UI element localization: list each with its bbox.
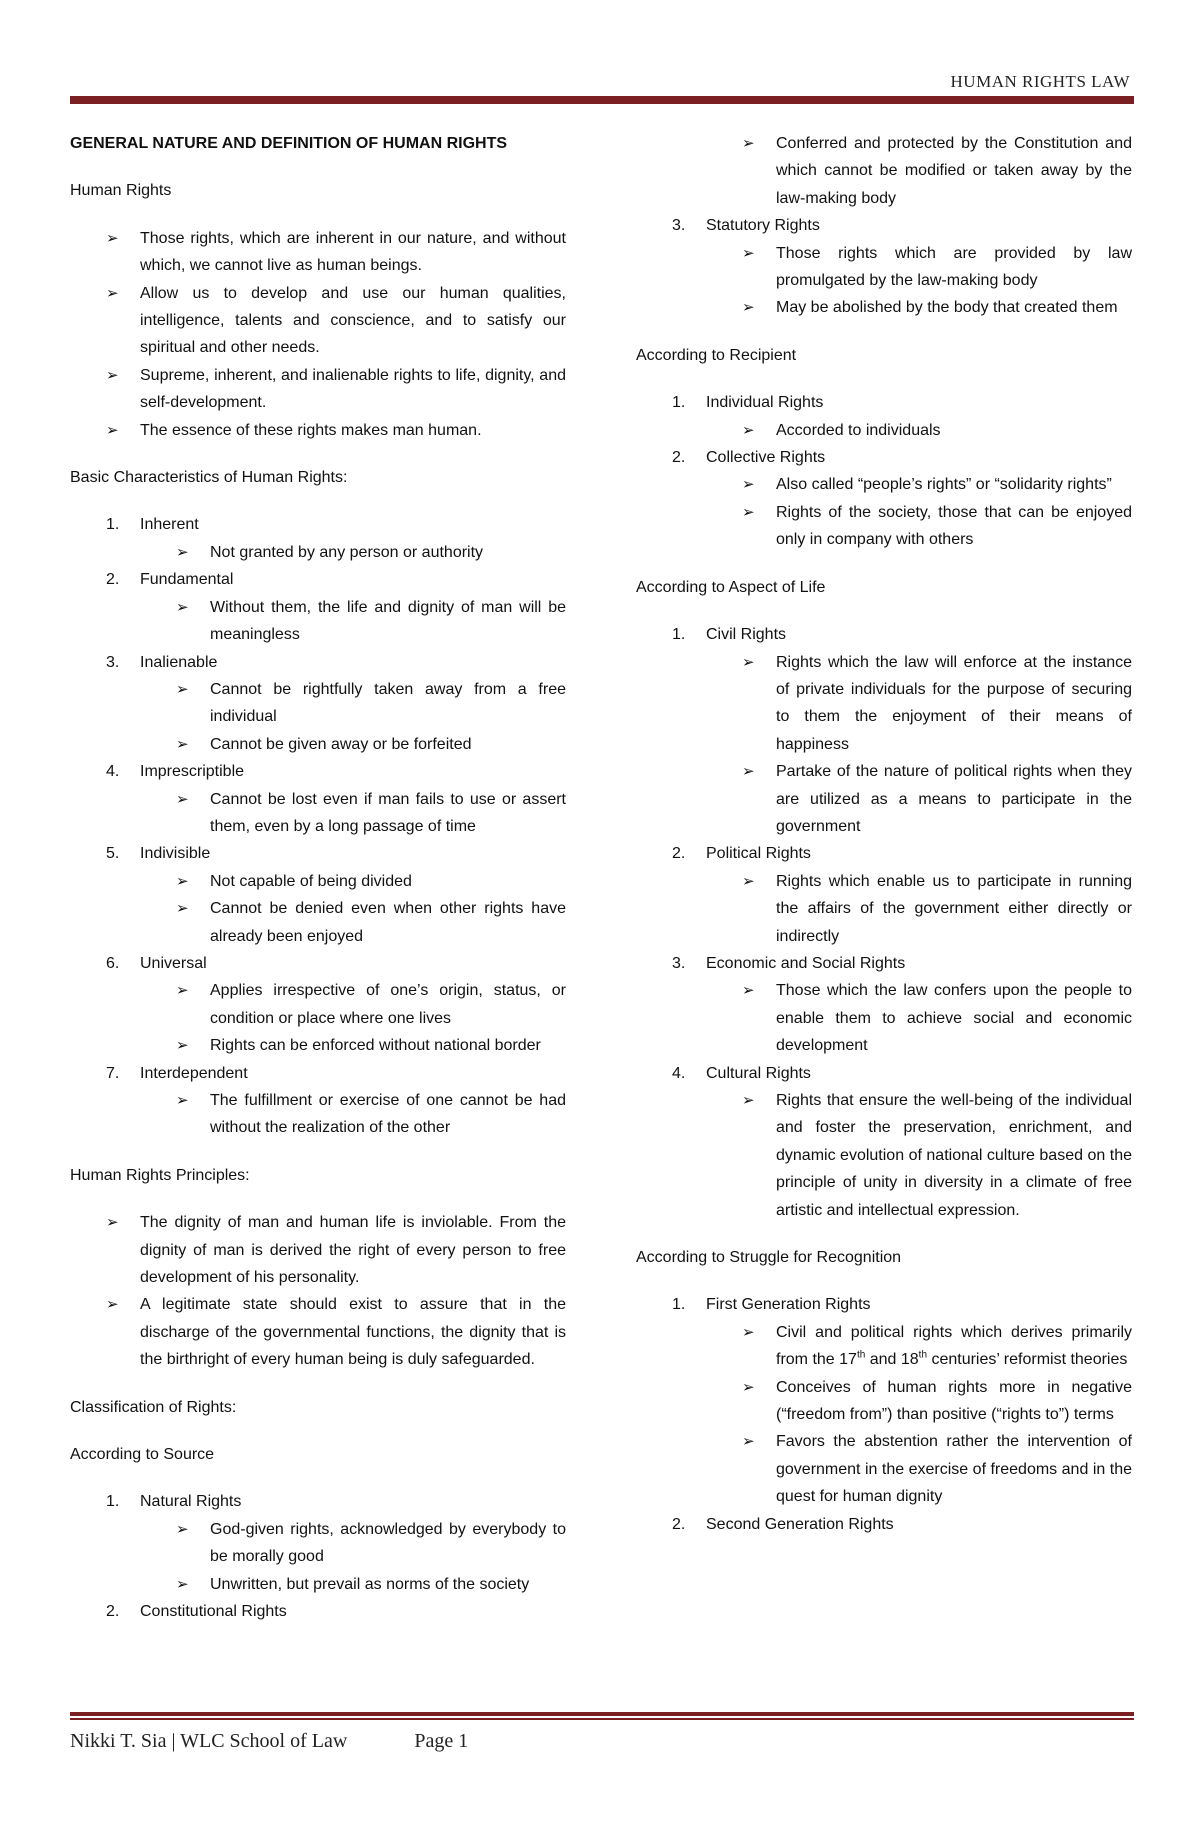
- list-item: [636, 444, 1132, 554]
- list-item: [70, 840, 566, 950]
- item-number: 7.: [106, 1064, 120, 1082]
- arrow-bullet-icon: ➢: [742, 1323, 755, 1341]
- page-number: Page 1: [414, 1730, 469, 1752]
- recipient-label: According to Recipient: [636, 346, 797, 364]
- footer-author: Nikki T. Sia | WLC School of Law: [70, 1730, 348, 1752]
- item-name: Inherent: [140, 516, 199, 534]
- point-text: Cannot be given away or be forfeited: [210, 735, 472, 753]
- point-text: Cannot be denied even when other rights have already been enjoyed: [210, 900, 566, 945]
- list-item: [636, 471, 1132, 498]
- list-item: [70, 1087, 566, 1142]
- classification-label: Classification of Rights:: [70, 1398, 237, 1416]
- arrow-bullet-icon: ➢: [176, 900, 189, 918]
- arrow-bullet-icon: ➢: [742, 244, 755, 262]
- list-item: [70, 362, 566, 417]
- list-item: [636, 499, 1132, 554]
- point-text: May be abolished by the body that created them: [776, 299, 1118, 317]
- point-text: Rights which enable us to participate in running the affairs of the government either directly or indirectly: [776, 872, 1132, 945]
- section-title: GENERAL NATURE AND DEFINITION OF HUMAN RIGHTS: [70, 135, 508, 152]
- list-item: [636, 1319, 1132, 1374]
- item-number: 2.: [672, 449, 686, 467]
- arrow-bullet-icon: ➢: [106, 229, 119, 247]
- list-item: [70, 786, 566, 841]
- list-item: [70, 539, 566, 566]
- list-item: [636, 840, 1132, 950]
- point-text: Allow us to develop and use our human qualities, intelligence, talents and conscience, and to satisfy our spiritual and other needs.: [140, 284, 566, 357]
- list-item: [70, 1571, 566, 1598]
- item-number: 2.: [106, 571, 120, 589]
- arrow-bullet-icon: ➢: [176, 872, 189, 890]
- point-text: Cannot be rightfully taken away from a free individual: [210, 680, 566, 726]
- item-name: Second Generation Rights: [706, 1515, 894, 1533]
- list-item: [636, 1060, 1132, 1224]
- human-rights-label: Human Rights: [70, 182, 172, 200]
- list-item: [70, 511, 566, 566]
- superscript: th: [856, 1349, 866, 1361]
- point-text: Supreme, inherent, and inalienable rights to life, dignity, and self-development.: [140, 366, 566, 412]
- arrow-bullet-icon: ➢: [742, 872, 755, 890]
- item-name: Inalienable: [140, 653, 218, 671]
- point-text: The dignity of man and human life is inviolable. From the dignity of man is derived the right of every person to free development of his personality.: [140, 1214, 566, 1287]
- item-name: Individual Rights: [706, 394, 824, 412]
- point-text: The fulfillment or exercise of one cannot be had without the realization of the other: [210, 1092, 566, 1137]
- list-item: [70, 594, 566, 649]
- item-name: Economic and Social Rights: [706, 954, 906, 972]
- list-item: [70, 280, 566, 362]
- point-text: and 18: [865, 1351, 919, 1369]
- principles-label: Human Rights Principles:: [70, 1166, 250, 1184]
- point-text: Unwritten, but prevail as norms of the society: [210, 1575, 530, 1593]
- list-item: [70, 950, 566, 1060]
- arrow-bullet-icon: ➢: [742, 653, 755, 671]
- arrow-bullet-icon: ➢: [176, 790, 189, 808]
- item-number: 3.: [106, 653, 120, 671]
- list-item: [636, 977, 1132, 1059]
- source-list: [70, 1488, 566, 1625]
- statutory-list: [636, 212, 1132, 322]
- characteristics-label: Basic Characteristics of Human Rights:: [70, 469, 348, 487]
- list-item: [70, 731, 566, 758]
- human-rights-bullets: [70, 225, 566, 444]
- list-item: [636, 240, 1132, 295]
- list-item: [636, 389, 1132, 444]
- arrow-bullet-icon: ➢: [106, 284, 119, 302]
- item-name: Interdependent: [140, 1064, 248, 1082]
- list-item: [636, 950, 1132, 1060]
- point-text: Those rights which are provided by law promulgated by the law-making body: [776, 244, 1132, 290]
- list-item: [70, 1598, 566, 1625]
- list-item: [70, 868, 566, 895]
- right-column: [636, 130, 1132, 1538]
- item-number: 2.: [672, 1515, 686, 1533]
- header-rule: [70, 96, 1134, 104]
- footer-rule-thin: [70, 1718, 1134, 1720]
- list-item: [636, 1374, 1132, 1429]
- item-name: Imprescriptible: [140, 763, 245, 781]
- point-text: Rights that ensure the well-being of the individual and foster the preservation, enrichment, and dynamic evolution of national culture based on the principle of unity in diversity in a climate of free artistic and intellectual expression.: [776, 1092, 1132, 1219]
- point-text: Civil and political rights which derives primarily from the 17: [776, 1323, 1132, 1369]
- arrow-bullet-icon: ➢: [106, 366, 119, 384]
- arrow-bullet-icon: ➢: [176, 735, 189, 753]
- list-item: [636, 758, 1132, 840]
- list-item: [636, 1511, 1132, 1538]
- item-number: 1.: [672, 626, 686, 644]
- item-name: Natural Rights: [140, 1493, 242, 1511]
- item-name: Political Rights: [706, 845, 811, 863]
- list-item: [70, 1516, 566, 1571]
- list-item: [636, 130, 1132, 212]
- point-text: Rights which the law will enforce at the instance of private individuals for the purpose of securing to them the enjoyment of their means of happiness: [776, 653, 1132, 753]
- superscript: th: [918, 1349, 928, 1361]
- list-item: [70, 649, 566, 759]
- item-number: 4.: [106, 763, 120, 781]
- struggle-list: [636, 1291, 1132, 1538]
- list-item: [636, 1291, 1132, 1510]
- item-name: Constitutional Rights: [140, 1603, 287, 1621]
- point-text: Not capable of being divided: [210, 872, 412, 890]
- arrow-bullet-icon: ➢: [176, 1520, 189, 1538]
- arrow-bullet-icon: ➢: [742, 503, 755, 521]
- arrow-bullet-icon: ➢: [742, 1433, 755, 1451]
- arrow-bullet-icon: ➢: [176, 598, 189, 616]
- list-item: [70, 1209, 566, 1291]
- list-item: [636, 1087, 1132, 1224]
- list-item: [70, 758, 566, 840]
- list-item: [636, 621, 1132, 840]
- aspect-label: According to Aspect of Life: [636, 578, 826, 596]
- item-name: Cultural Rights: [706, 1064, 811, 1082]
- list-item: [70, 895, 566, 950]
- item-name: Statutory Rights: [706, 217, 820, 235]
- item-number: 2.: [106, 1603, 120, 1621]
- arrow-bullet-icon: ➢: [742, 135, 755, 152]
- arrow-bullet-icon: ➢: [742, 1092, 755, 1109]
- list-item: [70, 1060, 566, 1142]
- footer-rule: [70, 1712, 1134, 1716]
- source-label: According to Source: [70, 1446, 215, 1464]
- item-number: 1.: [106, 516, 120, 534]
- recipient-list: [636, 389, 1132, 553]
- footer: [70, 1730, 468, 1753]
- arrow-bullet-icon: ➢: [742, 421, 755, 439]
- list-item: [70, 1488, 566, 1598]
- aspect-list: [636, 621, 1132, 1224]
- arrow-bullet-icon: ➢: [742, 982, 755, 1000]
- principles-bullets: [70, 1209, 566, 1373]
- list-item: [636, 868, 1132, 950]
- item-name: Fundamental: [140, 571, 234, 589]
- item-number: 2.: [672, 845, 686, 863]
- arrow-bullet-icon: ➢: [176, 1575, 189, 1593]
- point-text: Applies irrespective of one’s origin, status, or condition or place where one lives: [210, 982, 566, 1027]
- point-text: Rights of the society, those that can be enjoyed only in company with others: [776, 503, 1132, 549]
- item-number: 3.: [672, 217, 686, 235]
- list-item: [70, 417, 566, 444]
- item-name: First Generation Rights: [706, 1296, 871, 1314]
- item-number: 1.: [672, 394, 686, 412]
- list-item: [70, 1032, 566, 1059]
- left-column: [70, 130, 566, 1626]
- point-text: A legitimate state should exist to assure that in the discharge of the governmental functions, the dignity that is the birthright of every human being is duly safeguarded.: [140, 1296, 566, 1369]
- arrow-bullet-icon: ➢: [742, 763, 755, 781]
- item-number: 1.: [672, 1296, 686, 1314]
- list-item: [636, 417, 1132, 444]
- point-text: Accorded to individuals: [776, 421, 941, 439]
- arrow-bullet-icon: ➢: [176, 543, 189, 561]
- point-text: Partake of the nature of political rights when they are utilized as a means to participate in the government: [776, 763, 1132, 835]
- arrow-bullet-icon: ➢: [742, 299, 755, 317]
- item-number: 4.: [672, 1064, 686, 1082]
- point-text: Conferred and protected by the Constitution and which cannot be modified or taken away by the law-making body: [776, 135, 1132, 207]
- list-item: [636, 212, 1132, 322]
- list-item: [70, 566, 566, 648]
- arrow-bullet-icon: ➢: [106, 421, 119, 439]
- point-text: centuries’ reformist theories: [927, 1351, 1128, 1369]
- running-header: HUMAN RIGHTS LAW: [950, 72, 1130, 91]
- item-name: Indivisible: [140, 845, 211, 863]
- point-text: Favors the abstention rather the intervention of government in the exercise of freedoms and in the quest for human dignity: [776, 1433, 1132, 1506]
- arrow-bullet-icon: ➢: [176, 1037, 189, 1055]
- list-item: [636, 294, 1132, 321]
- arrow-bullet-icon: ➢: [176, 1092, 189, 1109]
- point-text: Conceives of human rights more in negative (“freedom from”) than positive (“rights to”) terms: [776, 1378, 1132, 1424]
- point-text: Those rights, which are inherent in our nature, and without which, we cannot live as human beings.: [140, 229, 566, 275]
- item-number: 1.: [106, 1493, 120, 1511]
- list-item: [70, 676, 566, 731]
- item-name: Universal: [140, 954, 207, 972]
- item-name: Collective Rights: [706, 449, 826, 467]
- point-text: Without them, the life and dignity of man will be meaningless: [210, 598, 566, 644]
- point-text: Also called “people’s rights” or “solidarity rights”: [776, 476, 1112, 494]
- item-number: 6.: [106, 954, 120, 972]
- point-text: Not granted by any person or authority: [210, 543, 484, 561]
- item-name: Civil Rights: [706, 626, 787, 644]
- list-item: [70, 977, 566, 1032]
- arrow-bullet-icon: ➢: [742, 1378, 755, 1396]
- point-text: Cannot be lost even if man fails to use or assert them, even by a long passage of time: [210, 790, 566, 835]
- item-number: 5.: [106, 845, 120, 863]
- point-text: God-given rights, acknowledged by everybody to be morally good: [210, 1520, 566, 1566]
- arrow-bullet-icon: ➢: [106, 1214, 119, 1232]
- struggle-label: According to Struggle for Recognition: [636, 1249, 902, 1267]
- point-text: Those which the law confers upon the people to enable them to achieve social and economic development: [776, 982, 1132, 1055]
- item-number: 3.: [672, 954, 686, 972]
- point-text: The essence of these rights makes man human.: [140, 421, 482, 439]
- arrow-bullet-icon: ➢: [176, 982, 189, 1000]
- arrow-bullet-icon: ➢: [176, 680, 189, 698]
- point-text: Rights can be enforced without national border: [210, 1037, 541, 1055]
- list-item: [636, 649, 1132, 759]
- arrow-bullet-icon: ➢: [106, 1296, 119, 1314]
- arrow-bullet-icon: ➢: [742, 476, 755, 494]
- list-item: [636, 1428, 1132, 1510]
- list-item: [70, 225, 566, 280]
- constitutional-points: [636, 130, 1132, 212]
- list-item: [70, 1291, 566, 1373]
- characteristics-list: [70, 511, 566, 1141]
